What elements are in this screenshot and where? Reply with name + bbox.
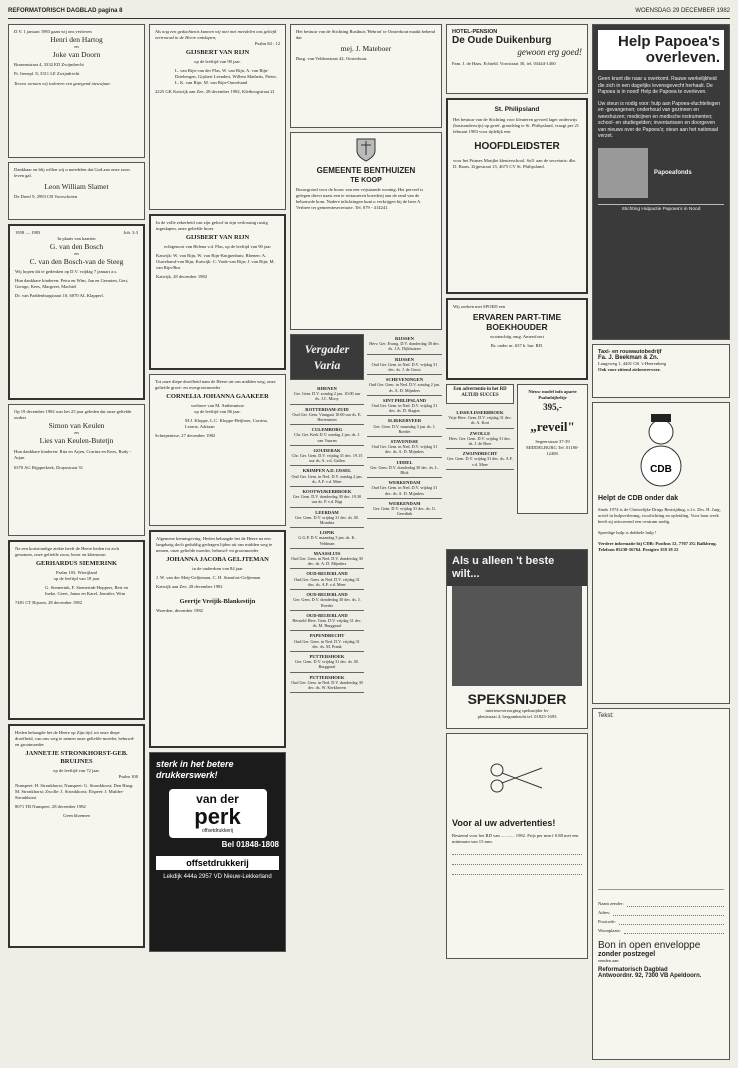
form-field-label: Naam zender:: [598, 901, 624, 906]
vacancy-text-2: voor het Prinses Marijke kleuterschool. Soll. aan de secretaris: dhr. D. Baars, Zijpestraat 15, 4675 CV St. Philipsland.: [453, 158, 576, 169]
ad-banner: offsetdrukkerij: [156, 856, 279, 870]
place-date: 8071 TB Nunspeet, 28 december 1982: [15, 804, 86, 809]
church-place: PUTTERSHOEK: [309, 653, 345, 659]
church-place: RIJSSEN: [395, 336, 414, 341]
conjunction: en: [74, 44, 79, 49]
church-details: Oud Ger. Gem. in Ned. D.V. vrijdag 31 dec. ds. A. D. Mijnders: [371, 444, 438, 455]
taxi-note: Ook voor zittend ziekenvervoer.: [598, 367, 661, 372]
church-list-left: [290, 384, 364, 693]
deceased-name: CORNELIA JOHANNA GAAKEER: [166, 393, 269, 400]
church-place: OUD-BEIJERLAND: [306, 571, 348, 577]
church-details: Oud Ger. Gem. Vinngaat 10.00 uur ds. E. Hertenstein: [292, 411, 362, 423]
address: 6370 AG Rijpperkerk, Dorpsstraat 31: [14, 465, 84, 470]
form-field-input[interactable]: [613, 915, 724, 916]
vacancy-where: woonachtig omg. Amersfoort: [490, 334, 544, 339]
church-place: WERKENDAM: [388, 480, 421, 486]
hotel-pension-ad: [446, 24, 588, 94]
form-field[interactable]: [598, 925, 724, 934]
church-place: PAPENDRECHT: [309, 633, 345, 639]
church-details: Ger. Gem. D.V. donderdag 30 dec. 19.30 uur ds. P. v.d. Rigt: [292, 494, 362, 505]
church-place: SCHEVENINGEN: [385, 377, 424, 383]
place-date: Katwijk aan Zee, 28 december 1982: [156, 584, 223, 589]
conjunction: en: [74, 251, 79, 256]
header-right: WOENSDAG 29 DECEMBER 1982: [635, 8, 730, 14]
form-line[interactable]: [452, 857, 582, 865]
church-place: ROTTERDAM-ZUID: [305, 406, 349, 412]
church-details: Oud Ger. Gem. in Ned. D.V. vrijdag 31 dec. ds. A. D. Mijnders: [371, 485, 438, 496]
place-date: Scherpenisse, 27 december 1982: [155, 433, 216, 438]
notice-text: Op 19 december 1982 was het 25 jaar geleden dat onze geliefde ouders: [14, 409, 132, 420]
form-line[interactable]: [452, 867, 582, 875]
church-entry: [367, 396, 442, 417]
death-notice-van-rijn-1: [149, 24, 286, 210]
age: echtgenoot van Helena v.d. Plas, op de leeftijd van 90 jaar: [164, 244, 271, 249]
taxi-title: Taxi- en rouwautobedrijf: [598, 349, 662, 355]
subtitle: weduwe van M. Antheunisse: [190, 403, 245, 408]
years: 1958 — 1983: [15, 230, 41, 235]
papoea-list: Uw steun is nodig voor: hulp aan Papoea-vluchtelingen en -gevangenen; onderhoud van gezinnen en weeshuizen; medicijnen en medische instrumenten; school- en studiegelden; inventarissen en doorgeven van nieuws over de Papoea's; steun aan het nationaal verzet.: [598, 100, 721, 139]
church-details: Oud Ger. Gem. in Ned. D.V. vrijdag 31 dec. ds. J. de Groot: [371, 361, 438, 373]
column-3: [290, 24, 442, 1058]
church-place: STAVENISSE: [390, 439, 419, 445]
deceased-name: GERHARDUS SIEMERINK: [35, 560, 118, 567]
reveil-price: 395,-: [543, 402, 562, 412]
family: G. Siemerink, F. Siemerink-Hoppers, Bert en Ineke, Geert, Janus en Karel, Jennifer, Wim: [45, 585, 128, 596]
church-column-left: [290, 334, 364, 1064]
church-place: OUD-BEIJERLAND: [306, 592, 348, 598]
deceased-name: GIJSBERT VAN RIJN: [185, 234, 250, 241]
deceased-name: JANNETJE STRONKHORST-GEB. BRUIJNES: [25, 750, 128, 765]
cdb-title: Helpt de CDB onder dak: [598, 495, 679, 502]
form-field-label: Adres:: [598, 910, 611, 915]
church-place: GOUDERAK: [313, 447, 341, 453]
church-details: Oud Ger. Gem. in Ned. D.V. vrijdag 31 dec. ds. M. Prank: [294, 638, 360, 649]
page-header: [8, 4, 730, 19]
cdb-logo-text: CDB: [650, 464, 672, 475]
form-field[interactable]: [598, 916, 724, 925]
church-details: Ger. Gem. D.V. vrijdag 31 dec. ds. A.F. v.d. Meer: [447, 456, 513, 467]
church-place: SLIKKERVEER: [387, 418, 422, 424]
mini-listings: [446, 384, 514, 549]
voor-title: Voor al uw advertenties!: [452, 818, 556, 828]
notice-intro: Tot onze diepe droefheid nam de Heere uit ons midden weg, onze geliefde groot- en overgrootmoeder: [155, 379, 276, 390]
church-entry: [446, 408, 514, 429]
gemeente-sub: TE KOOP: [350, 177, 382, 184]
person-name: mej. J. Mateboer: [340, 44, 392, 53]
church-entry: [446, 449, 514, 470]
church-place: PUTTERSHOEK: [309, 674, 345, 680]
notice-intro: Algemene kennisgeving. Heden behaagde het de Heere na een langdurig doch geduldig gedragen lijden uit ons midden weg te nemen, onze geliefde moeder, behuwd- en grootmoeder: [156, 536, 273, 553]
vacancy-ref: Br. onder nr. 637 b. bur. RD.: [490, 343, 544, 348]
birth-notice: [8, 162, 145, 220]
address-1: Brasemstraat 4, 3332 ED Zwijndrecht: [14, 62, 84, 67]
church-details: Herv. Ger. Evang. D.V. donderdag 30 dec. ds. J.A. Dijkhuizen: [369, 341, 440, 352]
church-entry: [290, 590, 364, 611]
form-sendto: zenden aan: [598, 958, 619, 963]
children: Hun dankbare kinderen: Rita en Arjen, Corrina en Kees, Rudy - Arjan: [14, 449, 132, 460]
church-entry: [290, 446, 364, 467]
church-place: RHENEN: [317, 386, 337, 391]
form-field-input[interactable]: [619, 924, 724, 925]
church-details: Chr. Ger. Kerk D.V. zondag 2 jan. ds. J. van Vuuren: [293, 432, 361, 443]
church-details: Ger. Gem. D.V. maandag 3 jan. ds. J. Roeder: [373, 423, 436, 434]
mini-list: [446, 408, 514, 470]
form-to-1: Reformatorisch Dagblad: [598, 967, 668, 973]
church-entry: [290, 549, 364, 570]
snowman-icon: [598, 407, 724, 493]
form-line[interactable]: [452, 847, 582, 855]
church-details: Oud Ger. Gem. in Ned. D.V. donderdag 30 dec. ds. W. Kerkhoven: [291, 679, 363, 690]
name-1: G. van den Bosch: [49, 242, 104, 251]
death-notice-van-rijn-2: [149, 214, 286, 370]
church-entry: [367, 416, 442, 437]
column-4: [446, 24, 588, 1058]
hotel-address: Fam. J. de Haas, Echteld. Voorstraat 30, tel. 03444-1460: [452, 61, 556, 66]
hand-icon: [598, 148, 648, 198]
church-details: Hersteld Herv. Gem. D.V. vrijdag 31 dec. ds. M. Burggraaf: [292, 617, 362, 629]
reveil-top: Nieuw model info aparte Psalmbijbeltje: [528, 389, 577, 400]
coat-of-arms-icon: [296, 137, 436, 165]
notice-note: Burg. van Veldenstraat 42, Oosterhout.: [296, 56, 368, 61]
speksnijder-ad: [446, 549, 588, 729]
gemeente-benthuizen-ad: [290, 132, 442, 330]
church-place: WERKENDAM: [388, 500, 421, 506]
church-entry: [290, 569, 364, 590]
church-place: UDDEL: [396, 459, 413, 465]
family: J. W. van der Meij-Geljteman, C. H. Stamfort-Geljteman: [156, 575, 261, 580]
church-entry: [290, 528, 364, 549]
conjunction: en: [74, 430, 79, 435]
address: De Dreef 9, 2993 CB Voorschoten: [14, 194, 78, 199]
age: op de leeftijd van 86 jaar.: [194, 409, 241, 414]
church-details: Ger. Gem. D.V. donderdag 30 dec. ds. J. Roeder: [293, 597, 361, 608]
age: op de leeftijd van 72 jaar.: [53, 768, 100, 773]
church-entry: [446, 429, 514, 450]
brand-main: perk: [194, 804, 241, 829]
mateboer-notice: [290, 24, 442, 128]
vacancy-job: HOOFDLEIDSTER: [474, 141, 560, 152]
deceased-name: GIJSBERT VAN RIJN: [185, 49, 250, 56]
notice-text: Dankbaar en blij willen wij u meedelen dat God aan onze zoon leven gaf.: [14, 167, 130, 178]
form-field[interactable]: [598, 898, 724, 907]
church-details: Ger. Gem. D.V. vrijdag 31 dec. ds. G. Geerdink: [373, 506, 436, 517]
church-place: RIJSSEN: [395, 356, 414, 362]
age: op de leeftijd van 90 jaar.: [194, 59, 241, 64]
address: Dr. van Paddenburgstraat 10, 6070 AL Klapperl.: [15, 293, 104, 298]
speksnijder-address: plenistraat 4, bergambacht tel. 01825-1693: [477, 714, 557, 719]
church-entry: [367, 375, 442, 396]
age: in de ouderdom van 84 jaar: [192, 566, 243, 571]
church-entry: [367, 478, 442, 499]
vergader-varia-logo: Vergader Varia: [290, 334, 364, 380]
family: L. van Rijn-van der Plas, W. van Rijn, A. van Rijn-Driebergen, Gijsbert Leendert, Willem Matheüs, Pieter, L. K. van Rijn, M. van Rijn-Ouwehand: [175, 68, 277, 85]
church-details: Chr. Ger. Gem. D.V. vrijdag 31 dec. 19.15 uur ds. A. v.d. Gallen: [291, 453, 363, 464]
vacancy-top: Wij zoeken met SPOED een: [453, 304, 506, 309]
church-entry: [290, 405, 364, 426]
speksnijder-brand: SPEKSNIJDER: [467, 691, 567, 707]
speksnijder-tagline: Als u alleen 't beste wilt...: [447, 550, 587, 586]
brand-sub: offsetdrukkerij: [201, 828, 234, 834]
form-field-label: Woonplaats:: [598, 928, 621, 933]
deceased-name: JOHANNA JACOBA GELJTEMAN: [166, 556, 269, 563]
death-notice-geljteman: [149, 530, 286, 748]
name-2: C. van den Bosch-van de Steeg: [29, 257, 124, 266]
church-list-right: [367, 334, 442, 519]
address-2: Pr. Irenepl. 8, 3311 LE Zwijndrecht: [14, 71, 80, 76]
middle-ads: [446, 384, 588, 549]
cdb-cta: Spoedige hulp is dubbele hulp !: [598, 530, 657, 535]
notice-text: Na een kortstondige ziekte heeft de Heere heden tot zich genomen, onze geliefde zoon, broer en kleinzoon: [15, 546, 119, 557]
speksnijder-sub: interieurverzorging speksnijder bv: [485, 708, 549, 713]
vacancy-text: Het bestuur van de Stichting voor kleuteren gevoed lager onderwijs (basisonderwijs) op geref. grondslag te St. Philipsland, vraagt per 21 februari 1983 voor tijdelijk een: [453, 117, 580, 134]
church-entry: [367, 437, 442, 458]
place-date-2: Woerden, december 1982: [156, 608, 203, 613]
name-1: Henri den Hartog: [50, 35, 103, 44]
taxi-ad: [592, 344, 730, 398]
papoea-title: Help Papoea's overleven.: [598, 30, 724, 70]
reveil-ad: [517, 384, 588, 514]
gemeente-text: Bouwgrond voor de bouw van een vrijstaande woning. Het perceel is gelegen direct naast een te restaureren boerderij aan de rand van de bebouwde kom. Nadere inlichtingen kunt u verkrijgen bij de heer A. Verbree ter gemeentesecretarie. Tel. 079 - 414241.: [296, 187, 424, 210]
church-entry: [290, 466, 364, 487]
engagement-notice: [8, 24, 145, 158]
hotel-name: De Oude Duikenburg: [452, 35, 552, 46]
papoea-ad: [592, 24, 730, 340]
church-details: Ger. Gem. D.V. zondag 2 jan. 10.00 uur ds. J.C. Mooy: [293, 391, 361, 402]
church-details: Vrije Herv. Gem. D.V. vrijdag 31 dec. ds. A. Kort: [448, 415, 512, 426]
age: op de leeftijd van 18 jaar: [53, 576, 100, 581]
church-details: Ger. Gem. D.V. donderdag 30 dec. ds. L. Blok: [370, 464, 439, 476]
hotel-top: HOTEL-PENSION: [452, 29, 498, 35]
vacancy-place: St. Philipsland: [494, 106, 540, 113]
papoea-fund-row: [598, 148, 724, 198]
place-date: Katwijk, 28 december 1982: [156, 274, 208, 279]
column-2: [149, 24, 286, 1058]
cdb-text: Sinds 1974 is de Christelijke Drugs Bestrijding, o.l.v. Drs. H. Jurg, actief in hulpverlening, voorlichting en opleiding. Voor haar werk heeft zij uitvoerend een centrum nodig.: [598, 507, 721, 524]
church-column-right: [367, 334, 442, 1064]
bible-ref: Psalm 100: [118, 774, 138, 779]
church-place: LOPIK: [319, 530, 335, 536]
church-entry: [367, 334, 442, 355]
children: Hun dankbare kinderen: Petra en Wim, Jan en Germien, Gert, George, Kees, Margreet, Machiel: [15, 278, 129, 289]
van-der-perk-ad: [149, 752, 286, 952]
church-details: Oud Ger. Gem. in Ned. D.V. zondag 2 jan. ds. A.F. v.d. Meer: [291, 473, 363, 484]
death-notice-siemerink: [8, 540, 145, 720]
form-field[interactable]: [598, 907, 724, 916]
church-details: Oud Ger. Gem. in Ned. D.V. vrijdag 31 dec. ds. A.F. v.d. Meer: [294, 576, 360, 587]
cdb-ad: [592, 402, 730, 704]
boekhouder-vacancy: [446, 298, 588, 380]
notice-text: Wij hopen dit te gedenken op D.V. vrijdag 7 januari a.s.: [15, 269, 118, 274]
order-form: [592, 708, 730, 1060]
ad-phone: Bel 01848-1808: [221, 840, 279, 849]
form-title: Bon in open enveloppe: [598, 940, 701, 951]
ad-logo: [169, 789, 267, 838]
name-1: Simon van Keulen: [48, 421, 105, 430]
cdb-info: Verdere informatie bij CDB: Postbus 12, 7707 ZG Balkbrug. Telefoon 05238-56764. Postgiro 358 18 22: [598, 541, 717, 552]
place-date: 7481 CT Rijssen, 28 december 1982: [15, 600, 83, 605]
taxi-address: Langeweg 1, 4401 CK 's-Heerenberg: [598, 361, 667, 366]
notice-text: Heden behaagde het de Heere op Zijn tijd, tot onze diepe droefheid, van ons weg te nemen onze geliefde moeder, behuwd- en grootmoeder: [15, 730, 135, 747]
ad-address: Lekdijk 444a 2957 VD Nieuw-Lekkerland: [163, 874, 272, 880]
church-place: OUD-BEIJERLAND: [306, 612, 348, 618]
church-details: Ger. Gem. D.V. vrijdag 31 dec. ds. M. Mondria: [295, 514, 359, 526]
form-field-input[interactable]: [627, 906, 724, 907]
church-place: MAASSLUIS: [313, 550, 341, 556]
church-entry: [367, 499, 442, 520]
family: Nunspeet: H. Stronkhorst; Nunspeet: G. Stronkhorst; Den Haag: M. Stronkhorst; Zwolle: J. Stronkhorst; Elspeet: J. Mulder-Stronkhorst: [15, 783, 134, 800]
place-date: 2225 GK Katwijk aan Zee, 28 december 1982, Kleiboogstraat 21: [155, 89, 275, 94]
church-entry: [367, 458, 442, 479]
church-details: Ger. Gem. D.V. vrijdag 31 dec. ds. M. Burggraaf: [295, 659, 359, 670]
column-1: [8, 24, 145, 1058]
church-details: Herv. Ger. Gem. D.V. vrijdag 31 dec. ds. J. de Boer: [448, 435, 512, 447]
brand-top: van der: [196, 792, 239, 806]
column-5: [592, 24, 730, 1058]
anniversary-notice-2: [8, 404, 145, 536]
bible-ref: Psalm 103. Wierijland: [56, 570, 97, 575]
family: Katwijk: W. van Rijn, W. van Rijn-Knijpenhuis; Rhenen: A. Ouwehand-van Rijn; Katwijk: C. Vonk-van Rijn; J. van Rijn; M. van Rijn-Bus: [156, 253, 275, 270]
advertentie-badge: Een advertentie in het RD ALTIJD SUCCES: [446, 384, 514, 404]
voor-text: Bestemd voor het RD van ............ 1982. Prijs per mm f 0.88 met een minimum van 15 mm.: [452, 833, 579, 844]
church-entry: [290, 611, 364, 632]
church-place: CULEMBORG: [311, 427, 343, 433]
name-2: Lies van Keulen-Butetjn: [39, 436, 114, 445]
church-place: KOOTWIJKERBROEK: [302, 489, 352, 495]
church-place: ZWIJNDRECHT: [462, 451, 498, 457]
church-place: ZWOLLE: [469, 430, 491, 436]
church-entry: [290, 508, 364, 529]
form-label: Tekst:: [598, 713, 614, 719]
scissors-icon: [452, 738, 582, 818]
church-entry: [290, 384, 364, 405]
form-fields: [598, 898, 724, 934]
voor-al-uw-advertenties: [446, 733, 588, 959]
form-field-input[interactable]: [624, 933, 724, 934]
death-notice-stronkhorst: [8, 724, 145, 948]
gemeente-title: GEMEENTE BENTHUIZEN: [316, 166, 416, 175]
notice-intro: In de volle zekerheid van zijn geloof in zijn verlossing rustig ingeslapen, onze geliefde broer: [156, 220, 268, 231]
hotel-slogan: gewoon erg goed!: [517, 47, 582, 57]
name-2: Geertje Vreijik-Blankestijn: [179, 598, 256, 605]
church-details: Oud Ger. Gem. in Ned. D.V. zondag 2 jan. ds. A. D. Mijnders: [368, 382, 441, 393]
signature: Geen bloemen: [63, 813, 90, 818]
philipsland-vacancy: [446, 98, 588, 294]
form-field-label: Postcode:: [598, 919, 616, 924]
text-area[interactable]: [598, 719, 724, 890]
family: M.J. Kloppe, L.C. Kloppe-Heijboer, Corrina, Leonie, Adriaan: [185, 418, 268, 429]
name-2: Joke van Doorn: [52, 50, 101, 59]
death-notice-gaakeer: [149, 374, 286, 526]
church-entry: [290, 673, 364, 694]
vacancy-job: ERVAREN PART-TIME BOEKHOUDER: [472, 312, 562, 332]
notice-intro: D.V. 1 januari 1983 gaan wij ons verloven: [14, 29, 92, 34]
anniversary-notice-1: [8, 224, 145, 400]
church-listings: [290, 334, 442, 1064]
papoea-footer: Stichting Hulpactie Papoea's in Nood: [598, 204, 724, 213]
notice-intro: Als nog een gedachtenis kunnen wij niet met meedelen ons geliefd vertrouwd in de Heere ontslapen,: [155, 29, 277, 40]
header-left: REFORMATORISCH DAGBLAD pagina 8: [8, 8, 123, 14]
subtitle: In plaats van kaarten: [57, 236, 96, 241]
church-place: KRIMPEN A.D. IJSSEL: [302, 468, 352, 474]
papoea-body: Geen krant die naar u overkomt. Rauwe werkelijkheid die zich in een dagelijks levensgevecht herhaalt. De Papoea is in nood! Help de Papoea te overleven.: [598, 76, 717, 95]
ad-slogan: sterk in het betere drukkerswerk!: [156, 759, 234, 780]
church-details: Oud Ger. Gem. in Ned. D.V. vrijdag 31 dec. ds. D. Slagter: [371, 403, 438, 414]
church-place: LEERDAM: [315, 509, 339, 515]
form-to-2: Antwoordnr. 92, 7300 VB Apeldoorn.: [598, 973, 702, 979]
church-details: Oud Ger. Gem. in Ned. D.V. donderdag 30 dec. ds. A. D. Mijnders: [291, 556, 363, 567]
reveil-address: Segeerstraat 37-39 MIDDELBURG Tel. 01180-12408.: [526, 439, 579, 456]
church-entry: [290, 487, 364, 508]
bible-ref: Psalm 84 : 12: [254, 41, 280, 46]
church-details: G.G.P. D.V. maandag 3 jan. ds. K. Veldman: [298, 535, 356, 546]
church-place: SINT PHILIPSLAND: [382, 397, 427, 403]
notice-text: Het bestuur van de Stichting Rusthuis 'Hebron' te Oosterhout maakt bekend dat: [296, 29, 435, 40]
bible-ref: Joh. 3:3: [123, 230, 138, 235]
child-name: Leon William Slamet: [44, 182, 109, 191]
taxi-name: Fa. J. Beekman & Zn.: [598, 355, 659, 361]
reveil-brand: „reveil": [530, 419, 575, 434]
papoea-fund: Papoeafonds: [654, 169, 692, 176]
church-entry: [290, 631, 364, 652]
speksnijder-photo: [452, 586, 582, 686]
church-place: LISSE/LISSERBROEK: [456, 410, 504, 415]
form-sub: zonder postzegel: [598, 951, 656, 958]
church-entry: [367, 355, 442, 376]
notice-note: Tevens wensen wij iedereen een gezegend nieuwjaar.: [14, 81, 111, 86]
church-entry: [290, 425, 364, 446]
church-entry: [290, 652, 364, 673]
